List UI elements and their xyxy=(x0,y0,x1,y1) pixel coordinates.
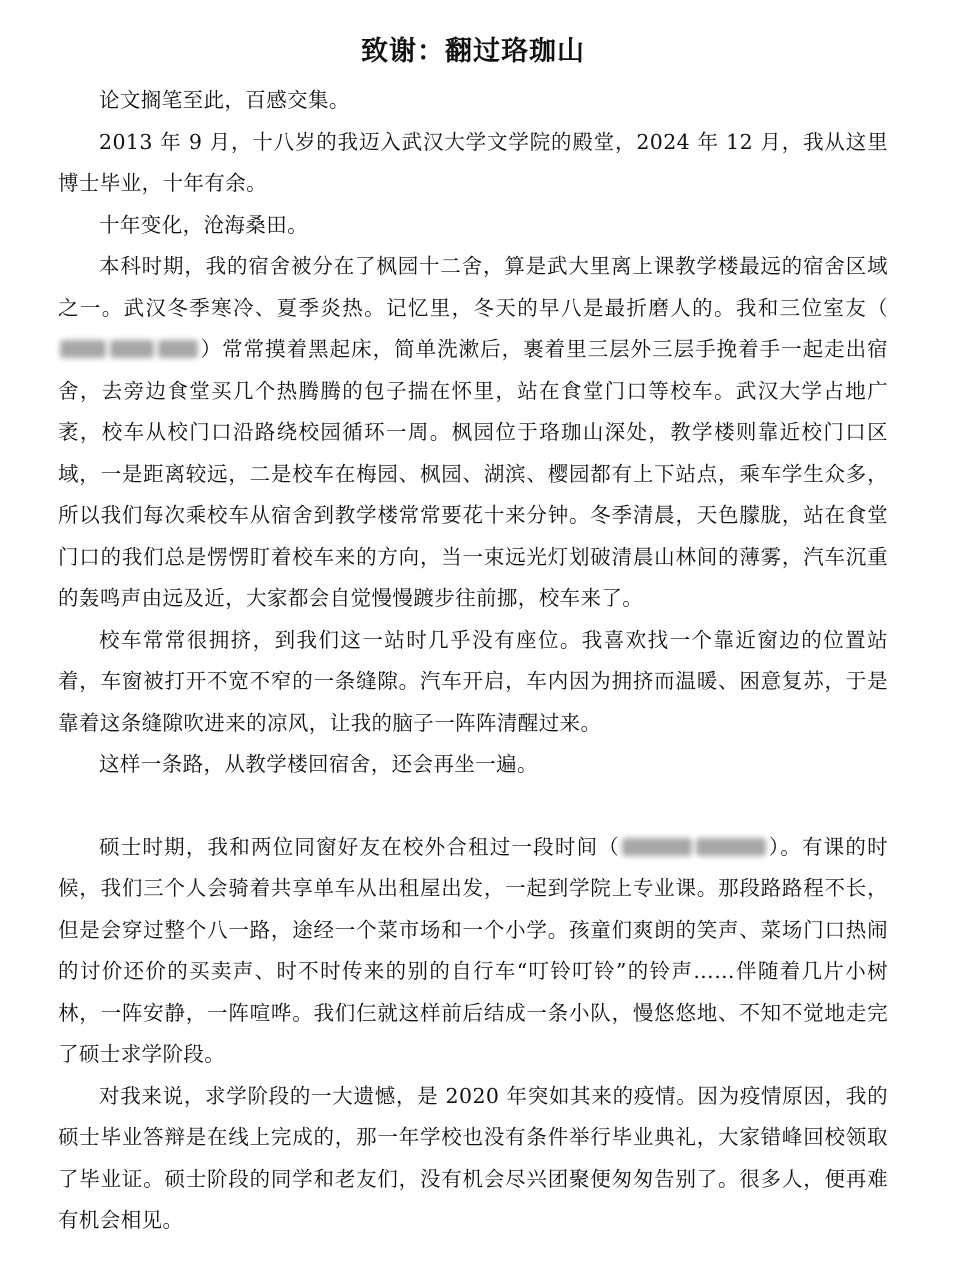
paragraph-undergrad xyxy=(58,246,888,620)
paragraph-dates: 2013 年 9 月，十八岁的我迈入武汉大学文学院的殿堂，2024 年 12 月，我从这里博士毕业，十年有余。 xyxy=(58,129,888,195)
paragraph-changes: 十年变化，沧海桑田。 xyxy=(99,212,308,237)
paragraph-undergrad-text-b: ）常常摸着黑起床，简单洗漱后，裹着里三层外三层手挽着手一起走出宿舍，去旁边食堂买几个热腾腾的包子揣在怀里，站在食堂门口等校车。武汉大学占地广袤，校车从校门口沿路绕校园循环一周。枫园位于珞珈山深处，教学楼则靠近校门口区域，一是距离较远，二是校车在梅园、枫园、湖滨、樱园都有上下站点，乘车学生众多，所以我们每次乘校车从宿舍到教学楼常常要花十来分钟。冬季清晨，天色朦胧，站在食堂门口的我们总是愣愣盯着校车来的方向，当一束远光灯划破清晨山林间的薄雾，汽车沉重的轰鸣声由远及近，大家都会自觉慢慢踱步往前挪，校车来了。 xyxy=(58,337,888,610)
page-title: 致谢：翻过珞珈山 xyxy=(361,36,585,67)
paragraph-return: 这样一条路，从教学楼回宿舍，还会再坐一遍。 xyxy=(99,752,538,776)
redacted-name-blur xyxy=(622,838,692,856)
section-spacer xyxy=(58,786,888,827)
document-page xyxy=(58,30,888,1242)
paragraph-bus: 校车常常很拥挤，到我们这一站时几乎没有座位。我喜欢找一个靠近窗边的位置站着，车窗被打开不宽不窄的一条缝隙。汽车开启，车内因为拥挤而温暖、困意复苏，于是靠着这条缝隙吹进来的凉风，让我的脑子一阵阵清醒过来。 xyxy=(58,627,888,735)
paragraph-pandemic: 对我来说，求学阶段的一大遗憾，是 2020 年突如其来的疫情。因为疫情原因，我的硕士毕业答辩是在线上完成的，那一年学校也没有条件举行毕业典礼，大家错峰回校领取了毕业证。硕士阶段的同学和老友们，没有机会尽兴团聚便匆匆告别了。很多人，便再难有机会相见。 xyxy=(58,1083,888,1232)
paragraph-masters-text-b: ）。有课的时候，我们三个人会骑着共享单车从出租屋出发，一起到学院上专业课。那段路路程不长，但是会穿过整个八一路，途经一个菜市场和一个小学。孩童们爽朗的笑声、菜场门口热闹的讨价还价的买卖声、时不时传来的别的自行车“叮铃叮铃”的铃声……伴随着几片小树林，一阵安静，一阵喧哗。我们仨就这样前后结成一条小队，慢悠悠地、不知不觉地走完了硕士求学阶段。 xyxy=(58,834,888,1066)
redacted-name-blur xyxy=(696,838,766,856)
redacted-name-blur xyxy=(60,340,106,358)
paragraph-undergrad-text-a: 本科时期，我的宿舍被分在了枫园十二舍，算是武大里离上课教学楼最远的宿舍区域之一。武汉冬季寒冷、夏季炎热。记忆里，冬天的早八是最折磨人的。我和三位室友（ xyxy=(58,254,888,320)
paragraph-masters xyxy=(58,827,888,1076)
paragraph-opening: 论文搁笔至此，百感交集。 xyxy=(99,88,350,112)
paragraph-masters-text-a: 硕士时期，我和两位同窗好友在校外合租过一段时间（ xyxy=(99,834,620,859)
redacted-name-blur xyxy=(110,340,154,358)
redacted-name-blur xyxy=(158,340,198,358)
